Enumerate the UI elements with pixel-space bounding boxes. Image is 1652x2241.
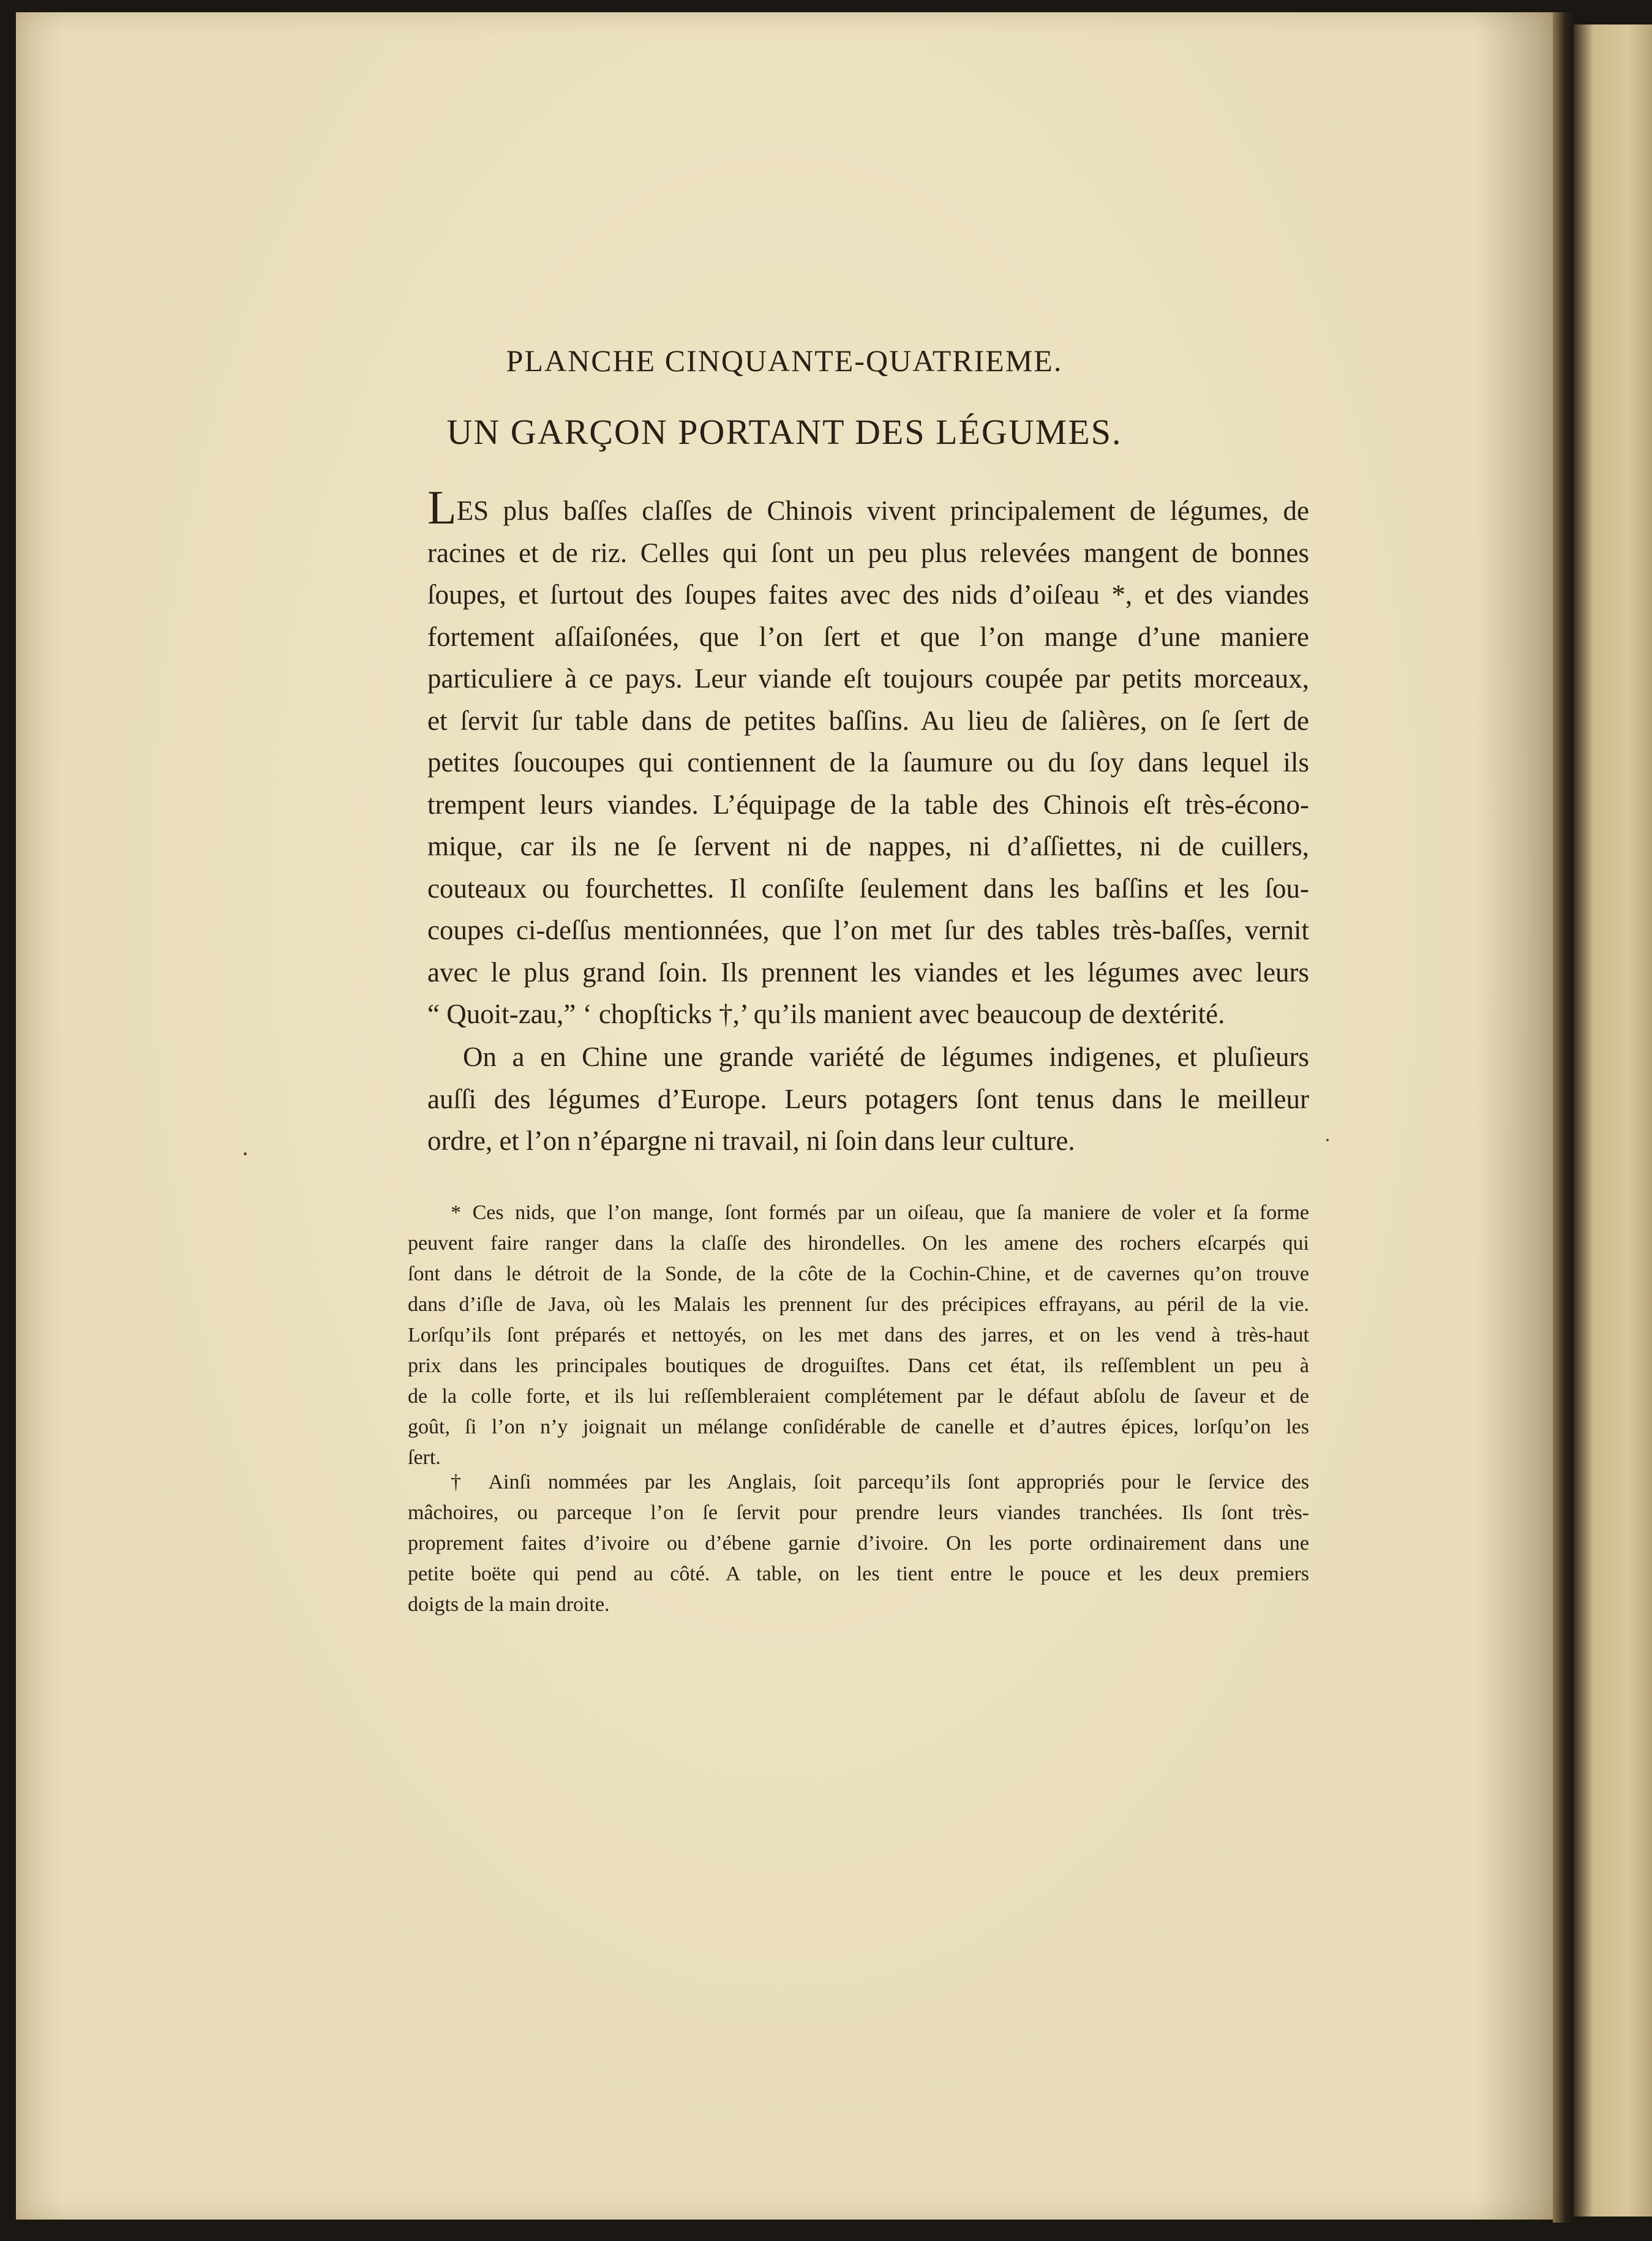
footnote-asterisk <box>408 1198 1309 1473</box>
paragraph-1-line: LES plus baſſes claſſes de Chinois vivent principalement de légumes, de <box>427 484 1309 532</box>
paper-speck <box>1326 1139 1329 1141</box>
paragraph-1-line: couteaux ou fourchettes. Il conſiſte ſeulement dans les baſſins et les ſou- <box>427 873 1309 904</box>
paragraph-1-line: fortement aſſaiſonées, que l’on ſert et que l’on mange d’une maniere <box>427 621 1309 652</box>
footnote-line: prix dans les principales boutiques de droguiſtes. Dans cet état, ils reſſemblent un peu à <box>408 1354 1309 1377</box>
footnote-line: ſont dans le détroit de la Sonde, de la côte de la Cochin-Chine, et de cavernes qu’on trouve <box>408 1263 1309 1285</box>
footnote-line: proprement faites d’ivoire ou d’ébene garnie d’ivoire. On les porte ordinairement dans une <box>408 1532 1309 1555</box>
paragraph-1-line: particuliere à ce pays. Leur viande eſt toujours coupée par petits morceaux, <box>427 663 1309 694</box>
paragraph-1-line: petites ſoucoupes qui contiennent de la ſaumure ou du ſoy dans lequel ils <box>427 747 1309 778</box>
paragraph-1-line: ſoupes, et ſurtout des ſoupes faites avec des nids d’oiſeau *, et des viandes <box>427 579 1309 610</box>
paragraph-1-line: “ Quoit-zau,” ‘ chopſticks †,’ qu’ils manient avec beaucoup de dextérité. <box>427 999 1225 1029</box>
footnote-line: Lorſqu’ils ſont préparés et nettoyés, on les met dans des jarres, et on les vend à très-haut <box>408 1324 1309 1346</box>
main-title: UN GARÇON PORTANT DES LÉGUMES. <box>446 412 1122 452</box>
footnote-dagger <box>408 1467 1309 1620</box>
paragraph-1-line: trempent leurs viandes. L’équipage de la table des Chinois eſt très-écono- <box>427 789 1309 820</box>
adjacent-page-edge <box>1574 24 1652 2217</box>
paragraph-2-line: auſſi des légumes d’Europe. Leurs potagers ſont tenus dans le meilleur <box>427 1083 1309 1114</box>
footnote-line: * Ces nids, que l’on mange, ſont formés par un oiſeau, que ſa maniere de voler et ſa forme <box>451 1201 1309 1224</box>
paper-speck <box>244 1152 247 1155</box>
paragraph-2-line: On a en Chine une grande variété de légumes indigenes, et pluſieurs <box>463 1042 1309 1072</box>
footnote-line: ſert. <box>408 1446 441 1469</box>
footnote-line: mâchoires, ou parceque l’on ſe ſervit pour prendre leurs viandes tranchées. Ils ſont très- <box>408 1501 1309 1524</box>
paragraph-1-line: et ſervit ſur table dans de petites baſſins. Au lieu de ſalières, on ſe ſert de <box>427 705 1309 736</box>
paragraph-2-line: ordre, et l’on n’épargne ni travail, ni ſoin dans leur culture. <box>427 1125 1075 1156</box>
drop-cap: L <box>427 484 457 532</box>
footnote-line: doigts de la main droite. <box>408 1593 610 1616</box>
footnote-line: goût, ſi l’on n’y joignait un mélange conſidérable de canelle et d’autres épices, lorſqu’on les <box>408 1416 1309 1438</box>
plate-title: PLANCHE CINQUANTE-QUATRIEME. <box>506 343 1063 378</box>
footnote-line: de la colle forte, et ils lui reſſembleraient complétement par le défaut abſolu de ſaveur et de <box>408 1385 1309 1408</box>
page-text <box>16 12 1553 2220</box>
book-gutter <box>1553 12 1574 2223</box>
footnote-line: dans d’iſle de Java, où les Malais les prennent ſur des précipices effrayans, au péril de la vie. <box>408 1293 1309 1316</box>
paragraph-1-line: coupes ci-deſſus mentionnées, que l’on met ſur des tables très-baſſes, vernit <box>427 915 1309 945</box>
paragraph-1-line: avec le plus grand ſoin. Ils prennent les viandes et les légumes avec leurs <box>427 956 1309 988</box>
footnote-line: petite boëte qui pend au côté. A table, on les tient entre le pouce et les deux premiers <box>408 1563 1309 1585</box>
paragraph-1-line: racines et de riz. Celles qui ſont un peu plus relevées mangent de bonnes <box>427 537 1309 568</box>
footnote-line: † Ainſi nommées par les Anglais, ſoit parcequ’ils ſont appropriés pour le ſervice des <box>451 1471 1309 1493</box>
book-page <box>16 12 1553 2220</box>
paragraph-2 <box>427 1036 1309 1162</box>
paragraph-1 <box>427 484 1309 1035</box>
paragraph-1-line: mique, car ils ne ſe ſervent ni de nappes, ni d’aſſiettes, ni de cuillers, <box>427 831 1309 861</box>
footnote-line: peuvent faire ranger dans la claſſe des hirondelles. On les amene des rochers eſcarpés qui <box>408 1232 1309 1255</box>
